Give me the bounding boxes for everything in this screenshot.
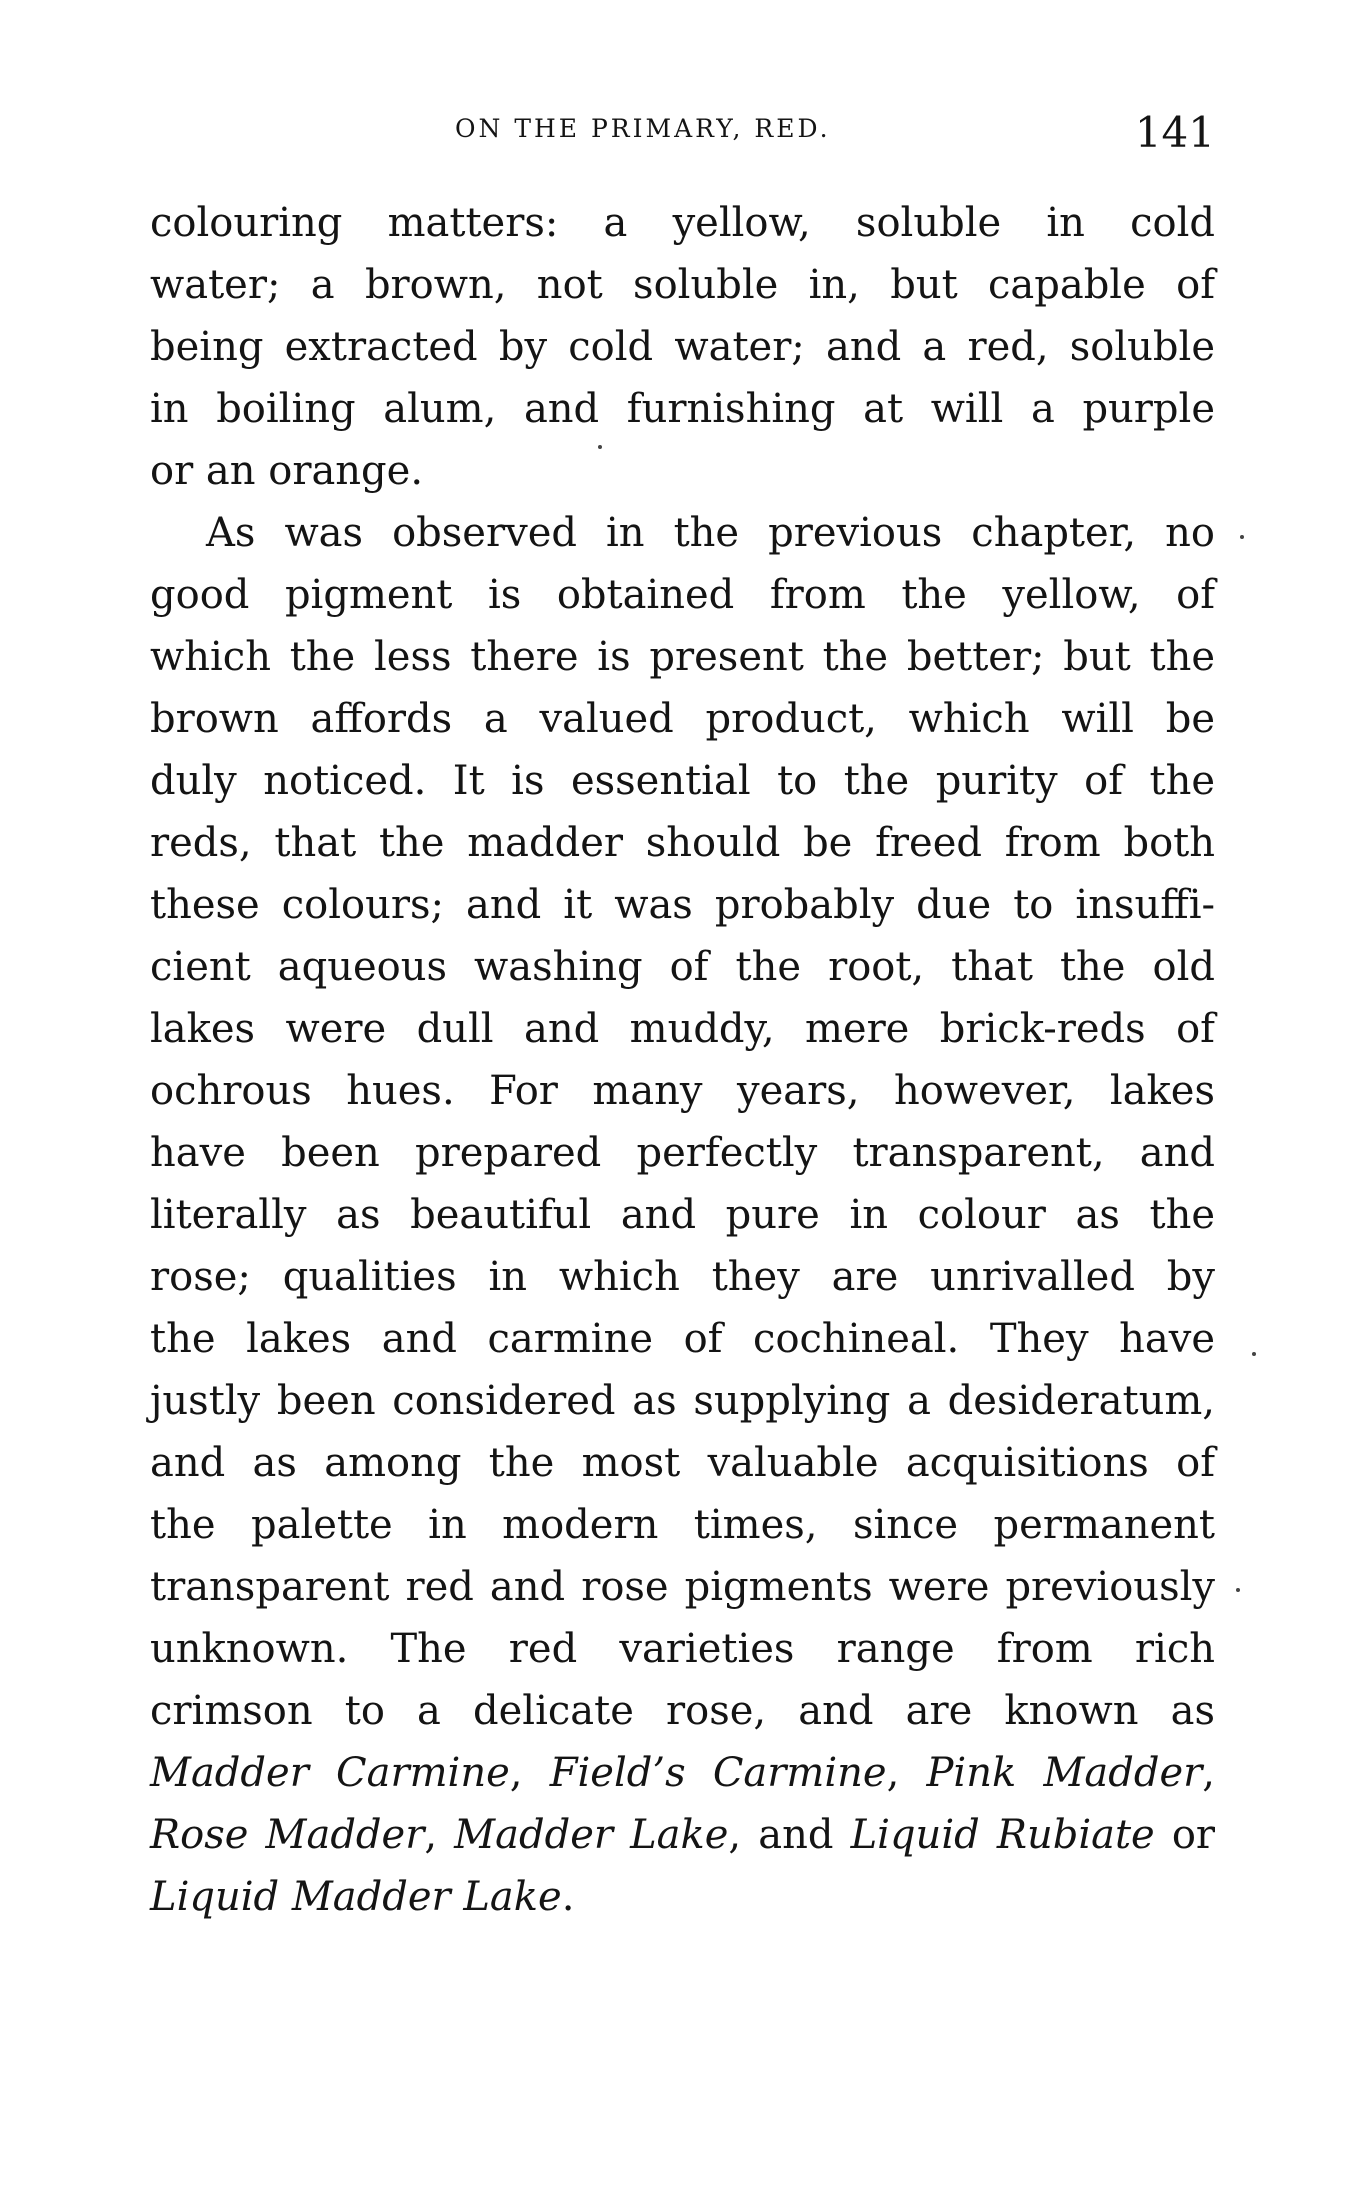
text-line: transparent red and rose pigments were previously (150, 1564, 1215, 1610)
text-line: lakes were dull and muddy, mere brick-reds of (150, 1006, 1215, 1052)
text-line: good pigment is obtained from the yellow, of (150, 572, 1215, 618)
pigment-name: Pink Madder (926, 1750, 1203, 1796)
running-head (150, 108, 1215, 158)
paper-speck (1252, 1352, 1256, 1356)
pigment-names-line (150, 1804, 1215, 1866)
text-line: justly been considered as supplying a desideratum, (150, 1378, 1215, 1424)
text-line: crimson to a delicate rose, and are known as (150, 1688, 1215, 1734)
pigment-name: Liquid Madder Lake (150, 1874, 562, 1920)
separator: , and (728, 1812, 851, 1858)
paper-speck (1236, 1588, 1240, 1592)
separator: or (1154, 1812, 1216, 1858)
body-text (150, 192, 1215, 1928)
pigment-name: Liquid Rubiate (850, 1812, 1155, 1858)
pigment-name: Madder Carmine (150, 1750, 510, 1796)
text-line: and as among the most valuable acquisitions of (150, 1440, 1215, 1486)
pigment-name: Madder Lake (454, 1812, 729, 1858)
running-title: ON THE PRIMARY, RED. (455, 114, 831, 143)
separator: , (424, 1812, 455, 1858)
text-line: duly noticed. It is essential to the purity of the (150, 758, 1215, 804)
separator: . (561, 1874, 575, 1920)
separator: , (1202, 1750, 1215, 1796)
text-line: the palette in modern times, since permanent (150, 1502, 1215, 1548)
paragraph-start-line: As was observed in the previous chapter, no (206, 510, 1215, 556)
separator: , (886, 1750, 927, 1796)
text-line: cient aqueous washing of the root, that the old (150, 944, 1215, 990)
text-line: water; a brown, not soluble in, but capable of (150, 262, 1215, 308)
paper-speck (1240, 535, 1244, 539)
text-line: reds, that the madder should be freed from both (150, 820, 1215, 866)
pigment-name: Rose Madder (150, 1812, 425, 1858)
pigment-names-line (150, 1742, 1215, 1804)
text-line: rose; qualities in which they are unrivalled by (150, 1254, 1215, 1300)
separator: , (509, 1750, 550, 1796)
paper-speck (598, 445, 602, 449)
page-number: 141 (1134, 108, 1215, 157)
text-line: ochrous hues. For many years, however, lakes (150, 1068, 1215, 1114)
pigment-name: Field’s Carmine (549, 1750, 887, 1796)
pigment-names-line (150, 1866, 1215, 1928)
text-line: these colours; and it was probably due to insuffi- (150, 882, 1215, 928)
text-line: colouring matters: a yellow, soluble in cold (150, 200, 1215, 246)
text-line: or an orange. (150, 448, 424, 494)
text-line: unknown. The red varieties range from rich (150, 1626, 1215, 1672)
text-line: brown affords a valued product, which will be (150, 696, 1215, 742)
text-line: in boiling alum, and furnishing at will a purple (150, 386, 1215, 432)
text-line: have been prepared perfectly transparent, and (150, 1130, 1215, 1176)
text-line: literally as beautiful and pure in colour as the (150, 1192, 1215, 1238)
text-line: being extracted by cold water; and a red, soluble (150, 324, 1215, 370)
text-line: which the less there is present the better; but the (150, 634, 1215, 680)
text-line: the lakes and carmine of cochineal. They have (150, 1316, 1215, 1362)
